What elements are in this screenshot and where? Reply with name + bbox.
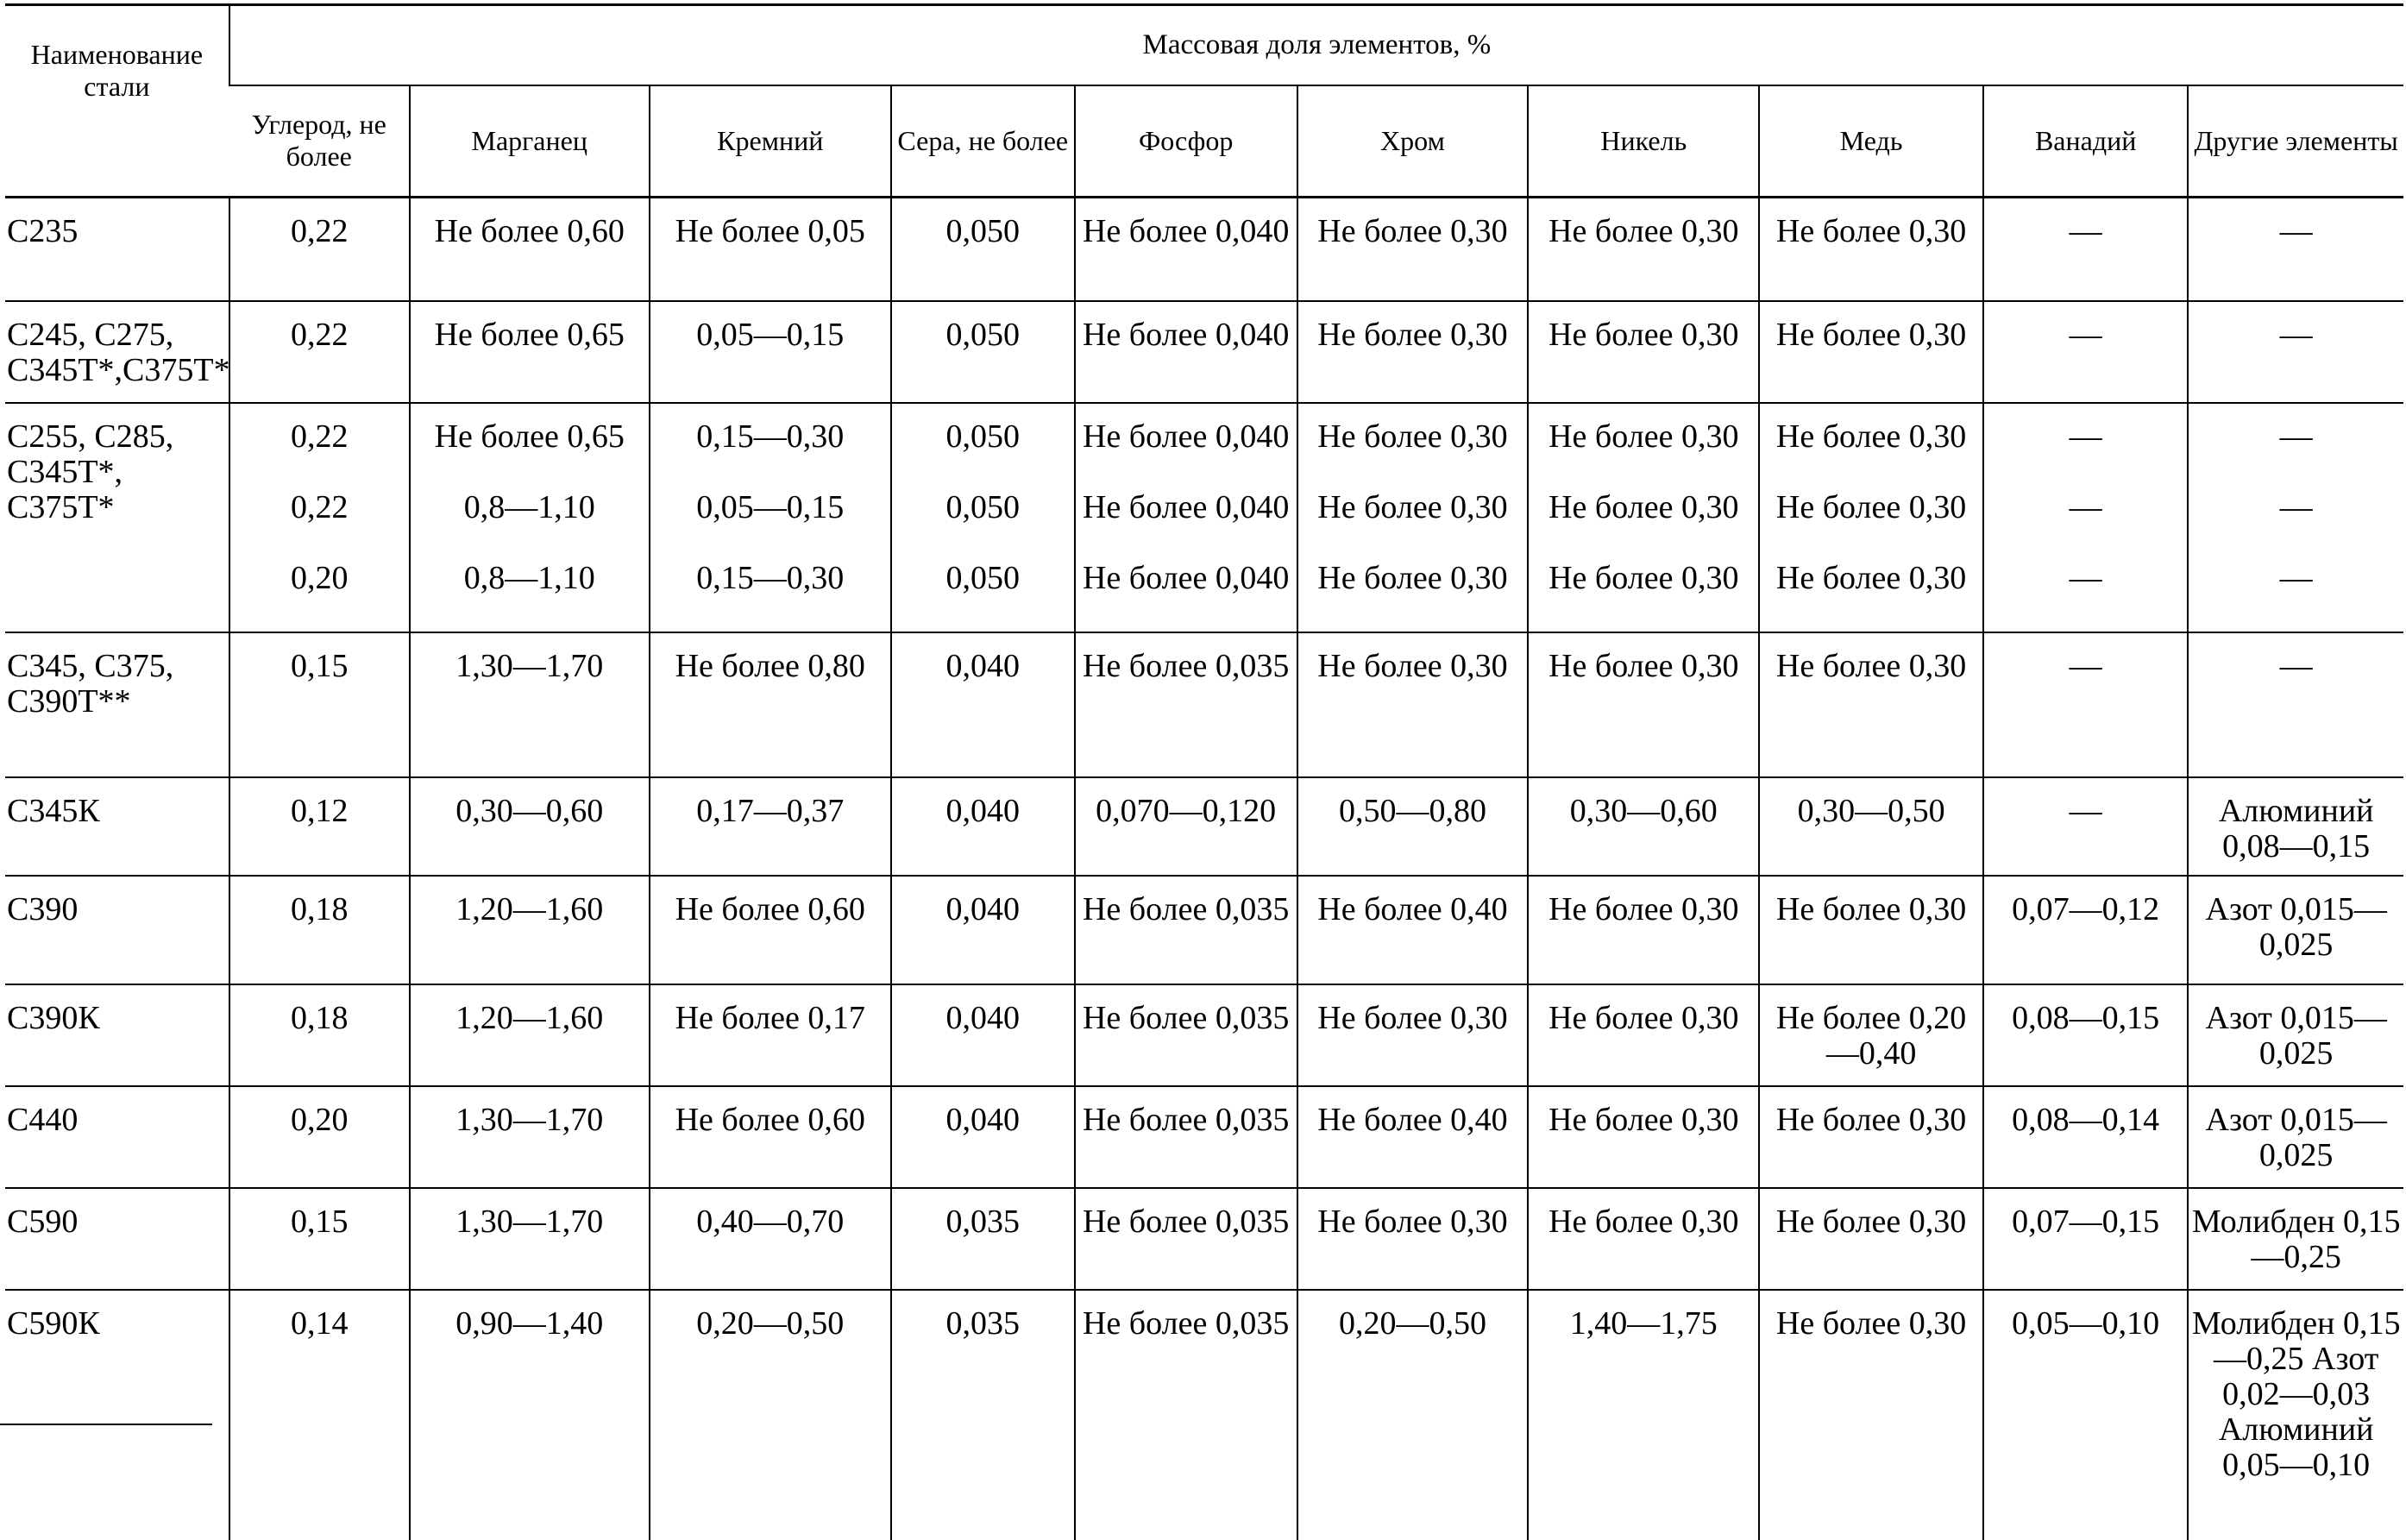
copper-subvalue: Не более 0,30 bbox=[1775, 418, 1967, 455]
silicon-cell bbox=[650, 403, 891, 632]
manganese-cell: 0,90—1,40 bbox=[410, 1290, 650, 1540]
vanadium-cell: — bbox=[1983, 632, 2188, 777]
steel-composition-table bbox=[5, 3, 2403, 1540]
manganese-cell: 1,30—1,70 bbox=[410, 1086, 650, 1188]
mass-fraction-header: Массовая доля элементов, % bbox=[229, 5, 2403, 85]
nickel-subvalue: Не более 0,30 bbox=[1549, 418, 1739, 455]
copper-subvalue: Не более 0,30 bbox=[1775, 488, 1967, 525]
nickel-cell bbox=[1528, 403, 1759, 632]
steel-name-cell: С235 bbox=[7, 213, 79, 249]
sulfur-cell: 0,050 bbox=[891, 198, 1075, 301]
steel-name-cell: С345, С375, С390Т** bbox=[7, 647, 174, 720]
vanadium-subvalue: — bbox=[2069, 488, 2102, 525]
carbon-cell: 0,15 bbox=[229, 632, 410, 777]
silicon-cell: Не более 0,60 bbox=[650, 876, 891, 984]
nickel-subvalue: Не более 0,30 bbox=[1549, 559, 1739, 596]
vanadium-cell: — bbox=[1983, 777, 2188, 876]
col-header-copper: Медь bbox=[1759, 85, 1983, 198]
col-header-silicon: Кремний bbox=[650, 85, 891, 198]
vanadium-cell: — bbox=[1983, 301, 2188, 403]
vanadium-cell: — bbox=[1983, 198, 2188, 301]
carbon-cell: 0,20 bbox=[229, 1086, 410, 1188]
manganese-cell: 1,30—1,70 bbox=[410, 1188, 650, 1290]
chromium-cell: 0,20—0,50 bbox=[1297, 1290, 1529, 1540]
copper-cell: Не более 0,30 bbox=[1759, 1290, 1983, 1540]
silicon-cell: Не более 0,05 bbox=[650, 198, 891, 301]
other-cell: — bbox=[2188, 198, 2403, 301]
table-row bbox=[5, 984, 2403, 1086]
other-subvalue: — bbox=[2279, 488, 2313, 525]
vanadium-cell: 0,08—0,15 bbox=[1983, 984, 2188, 1086]
silicon-cell: 0,40—0,70 bbox=[650, 1188, 891, 1290]
nickel-cell: Не более 0,30 bbox=[1528, 632, 1759, 777]
silicon-cell: 0,17—0,37 bbox=[650, 777, 891, 876]
sulfur-cell: 0,040 bbox=[891, 632, 1075, 777]
manganese-cell: 1,20—1,60 bbox=[410, 984, 650, 1086]
steel-name-cell: С390 bbox=[7, 890, 79, 927]
table-row bbox=[5, 1086, 2403, 1188]
vanadium-cell: 0,05—0,10 bbox=[1983, 1290, 2188, 1540]
sulfur-cell: 0,040 bbox=[891, 876, 1075, 984]
silicon-subvalue: 0,15—0,30 bbox=[696, 559, 845, 596]
chromium-subvalue: Не более 0,30 bbox=[1317, 488, 1508, 525]
manganese-cell: Не более 0,65 bbox=[410, 301, 650, 403]
vanadium-cell: 0,07—0,15 bbox=[1983, 1188, 2188, 1290]
nickel-cell: Не более 0,30 bbox=[1528, 876, 1759, 984]
copper-cell bbox=[1759, 403, 1983, 632]
copper-cell: Не более 0,30 bbox=[1759, 1086, 1983, 1188]
vanadium-subvalue: — bbox=[2069, 559, 2102, 596]
table-row bbox=[5, 403, 2403, 632]
vanadium-cell: 0,07—0,12 bbox=[1983, 876, 2188, 984]
nickel-cell: Не более 0,30 bbox=[1528, 301, 1759, 403]
sulfur-cell: 0,040 bbox=[891, 1086, 1075, 1188]
sulfur-cell: 0,040 bbox=[891, 777, 1075, 876]
col-header-vanadium: Ванадий bbox=[1983, 85, 2188, 198]
chromium-subvalue: Не более 0,30 bbox=[1317, 418, 1508, 455]
nickel-cell: Не более 0,30 bbox=[1528, 1188, 1759, 1290]
table-row bbox=[5, 301, 2403, 403]
nickel-cell: Не более 0,30 bbox=[1528, 1086, 1759, 1188]
table-body bbox=[5, 198, 2403, 1540]
sulfur-subvalue: 0,050 bbox=[945, 559, 1021, 596]
chromium-cell: Не более 0,30 bbox=[1297, 1188, 1529, 1290]
chromium-cell: Не более 0,30 bbox=[1297, 301, 1529, 403]
col-header-nickel: Никель bbox=[1528, 85, 1759, 198]
chromium-cell: Не более 0,30 bbox=[1297, 984, 1529, 1086]
footnote-rule bbox=[0, 1424, 212, 1425]
sulfur-cell: 0,040 bbox=[891, 984, 1075, 1086]
copper-cell: Не более 0,30 bbox=[1759, 632, 1983, 777]
phosphorus-cell: 0,070—0,120 bbox=[1075, 777, 1297, 876]
copper-cell: Не более 0,20—0,40 bbox=[1759, 984, 1983, 1086]
phosphorus-cell: Не более 0,035 bbox=[1075, 1086, 1297, 1188]
sulfur-subvalue: 0,050 bbox=[945, 488, 1021, 525]
steel-name-header: Наименование стали bbox=[5, 5, 229, 198]
other-cell: Алюминий 0,08—0,15 bbox=[2188, 777, 2403, 876]
table-row bbox=[5, 1290, 2403, 1540]
phosphorus-cell: Не более 0,040 bbox=[1075, 301, 1297, 403]
nickel-cell: 0,30—0,60 bbox=[1528, 777, 1759, 876]
carbon-cell: 0,12 bbox=[229, 777, 410, 876]
carbon-cell: 0,18 bbox=[229, 984, 410, 1086]
phosphorus-subvalue: Не более 0,040 bbox=[1082, 559, 1290, 596]
table-row bbox=[5, 632, 2403, 777]
table-row bbox=[5, 777, 2403, 876]
carbon-cell: 0,18 bbox=[229, 876, 410, 984]
phosphorus-subvalue: Не более 0,040 bbox=[1082, 418, 1290, 455]
copper-subvalue: Не более 0,30 bbox=[1775, 559, 1967, 596]
col-header-carbon: Углерод, не более bbox=[229, 85, 410, 198]
silicon-cell: Не более 0,17 bbox=[650, 984, 891, 1086]
carbon-cell bbox=[229, 403, 410, 632]
silicon-subvalue: 0,15—0,30 bbox=[696, 418, 845, 455]
carbon-subvalue: 0,22 bbox=[290, 418, 349, 455]
phosphorus-cell: Не более 0,035 bbox=[1075, 1290, 1297, 1540]
carbon-subvalue: 0,22 bbox=[290, 488, 349, 525]
sulfur-cell: 0,035 bbox=[891, 1290, 1075, 1540]
other-cell: Азот 0,015—0,025 bbox=[2188, 876, 2403, 984]
nickel-cell: Не более 0,30 bbox=[1528, 198, 1759, 301]
table-row bbox=[5, 198, 2403, 301]
phosphorus-cell: Не более 0,035 bbox=[1075, 1188, 1297, 1290]
chromium-cell: 0,50—0,80 bbox=[1297, 777, 1529, 876]
phosphorus-cell: Не более 0,040 bbox=[1075, 198, 1297, 301]
phosphorus-cell bbox=[1075, 403, 1297, 632]
manganese-cell bbox=[410, 403, 650, 632]
chromium-cell: Не более 0,40 bbox=[1297, 1086, 1529, 1188]
chromium-cell: Не более 0,30 bbox=[1297, 198, 1529, 301]
col-header-manganese: Марганец bbox=[410, 85, 650, 198]
steel-name-cell: С245, С275, С345Т*,С375Т* bbox=[7, 316, 230, 388]
sulfur-cell: 0,050 bbox=[891, 301, 1075, 403]
steel-name-cell: С590К bbox=[7, 1304, 100, 1342]
other-cell: — bbox=[2188, 301, 2403, 403]
sulfur-cell: 0,035 bbox=[891, 1188, 1075, 1290]
chromium-subvalue: Не более 0,30 bbox=[1317, 559, 1508, 596]
col-header-phosphorus: Фосфор bbox=[1075, 85, 1297, 198]
chromium-cell bbox=[1297, 403, 1529, 632]
other-cell bbox=[2188, 403, 2403, 632]
phosphorus-cell: Не более 0,035 bbox=[1075, 632, 1297, 777]
copper-cell: Не более 0,30 bbox=[1759, 876, 1983, 984]
phosphorus-cell: Не более 0,035 bbox=[1075, 984, 1297, 1086]
carbon-cell: 0,22 bbox=[229, 301, 410, 403]
steel-name-cell: С390К bbox=[7, 999, 100, 1036]
manganese-cell: 0,30—0,60 bbox=[410, 777, 650, 876]
steel-name-cell: С255, С285, С345Т*, С375Т* bbox=[7, 418, 174, 525]
copper-cell: Не более 0,30 bbox=[1759, 301, 1983, 403]
copper-cell: Не более 0,30 bbox=[1759, 1188, 1983, 1290]
other-subvalue: — bbox=[2279, 559, 2313, 596]
col-header-other: Другие элементы bbox=[2188, 85, 2403, 198]
silicon-cell: 0,20—0,50 bbox=[650, 1290, 891, 1540]
phosphorus-subvalue: Не более 0,040 bbox=[1082, 488, 1290, 525]
chromium-cell: Не более 0,40 bbox=[1297, 876, 1529, 984]
sulfur-cell bbox=[891, 403, 1075, 632]
other-cell: Азот 0,015—0,025 bbox=[2188, 1086, 2403, 1188]
other-cell: — bbox=[2188, 632, 2403, 777]
manganese-subvalue: Не более 0,65 bbox=[434, 418, 625, 455]
chromium-cell: Не более 0,30 bbox=[1297, 632, 1529, 777]
other-cell: Молибден 0,15—0,25 Азот 0,02—0,03 Алюминий 0,05—0,10 bbox=[2188, 1290, 2403, 1540]
nickel-subvalue: Не более 0,30 bbox=[1549, 488, 1739, 525]
sulfur-subvalue: 0,050 bbox=[945, 418, 1021, 455]
other-cell: Молибден 0,15—0,25 bbox=[2188, 1188, 2403, 1290]
nickel-cell: 1,40—1,75 bbox=[1528, 1290, 1759, 1540]
carbon-cell: 0,22 bbox=[229, 198, 410, 301]
nickel-cell: Не более 0,30 bbox=[1528, 984, 1759, 1086]
silicon-subvalue: 0,05—0,15 bbox=[696, 488, 845, 525]
table-row bbox=[5, 876, 2403, 984]
other-subvalue: — bbox=[2279, 418, 2313, 455]
carbon-cell: 0,14 bbox=[229, 1290, 410, 1540]
col-header-sulfur: Сера, не более bbox=[891, 85, 1075, 198]
manganese-cell: 1,20—1,60 bbox=[410, 876, 650, 984]
vanadium-subvalue: — bbox=[2069, 418, 2102, 455]
silicon-cell: Не более 0,60 bbox=[650, 1086, 891, 1188]
carbon-cell: 0,15 bbox=[229, 1188, 410, 1290]
manganese-cell: Не более 0,60 bbox=[410, 198, 650, 301]
silicon-cell: Не более 0,80 bbox=[650, 632, 891, 777]
phosphorus-cell: Не более 0,035 bbox=[1075, 876, 1297, 984]
manganese-cell: 1,30—1,70 bbox=[410, 632, 650, 777]
col-header-chromium: Хром bbox=[1297, 85, 1529, 198]
manganese-subvalue: 0,8—1,10 bbox=[463, 559, 595, 596]
manganese-subvalue: 0,8—1,10 bbox=[463, 488, 595, 525]
copper-cell: Не более 0,30 bbox=[1759, 198, 1983, 301]
steel-name-cell: С440 bbox=[7, 1101, 79, 1138]
other-cell: Азот 0,015—0,025 bbox=[2188, 984, 2403, 1086]
copper-cell: 0,30—0,50 bbox=[1759, 777, 1983, 876]
steel-name-cell: С345К bbox=[7, 792, 100, 829]
steel-name-cell: С590 bbox=[7, 1203, 79, 1240]
vanadium-cell bbox=[1983, 403, 2188, 632]
vanadium-cell: 0,08—0,14 bbox=[1983, 1086, 2188, 1188]
silicon-cell: 0,05—0,15 bbox=[650, 301, 891, 403]
carbon-subvalue: 0,20 bbox=[290, 559, 349, 596]
table-row bbox=[5, 1188, 2403, 1290]
